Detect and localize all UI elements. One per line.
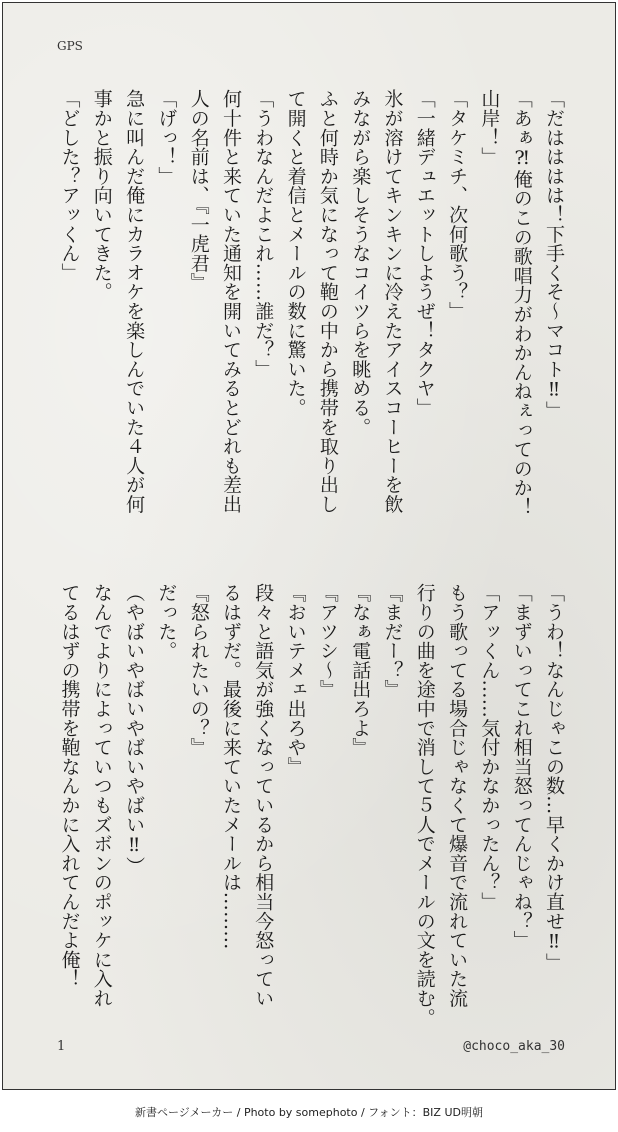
text-column: 『おいテメェ出ろや』 — [284, 583, 307, 776]
text-column: 「げっ！」 — [155, 89, 178, 186]
text-column: 「一緒デュエットしようぜ！タクヤ」 — [413, 89, 436, 418]
text-column: 「あぁ⁈俺のこの歌唱力がわかんねぇってのか！ — [510, 89, 533, 517]
text-column: 「まずいってこれ相当怒ってんじゃね？」 — [510, 583, 533, 950]
text-column: 『なぁ電話出ろよ』 — [349, 583, 372, 757]
text-column: 「うわなんだよこれ……誰だ？」 — [252, 89, 275, 379]
text-column: だった。 — [155, 583, 178, 661]
page-sheet — [2, 2, 616, 1090]
text-column: 「うわ！なんじゃこの数…早くかけ直せ‼︎」 — [543, 583, 565, 972]
text-column: 『まだー？』 — [381, 583, 404, 699]
text-column: 急に叫んだ俺にカラオケを楽しんでいた４人が何 — [123, 89, 146, 514]
text-column: てるはずの携帯を鞄なんかに入れてんだよ俺！ — [58, 583, 81, 989]
text-column: 段々と語気が強くなっているから相当今怒ってい — [252, 583, 275, 1008]
text-column: 『怒られたいの？』 — [187, 583, 210, 757]
text-column: みながら楽しそうなコイツらを眺める。 — [349, 89, 372, 437]
text-column: なんでよりによっていつもズボンのポッケに入れ — [90, 583, 113, 1008]
author-handle: @choco_aka_30 — [463, 1039, 565, 1054]
text-column: 「だはははは！下手くそ〜マコト‼︎」 — [543, 89, 565, 421]
text-column: 『アツシ〜』 — [316, 583, 339, 699]
text-column: 何十件と来ていた通知を開いてみるとどれも差出 — [220, 89, 242, 514]
text-column: 「どした？アッくん」 — [58, 89, 81, 282]
text-column: 山岸！」 — [478, 89, 501, 167]
text-column: て開くと着信とメールの数に驚いた。 — [284, 89, 307, 418]
page-number: 1 — [57, 1039, 66, 1054]
text-column: 人の名前は、『一虎君』 — [187, 89, 210, 292]
text-column: もう歌ってる場合じゃなくて爆音で流れていた流 — [446, 583, 469, 1008]
text-column: 行りの曲を途中で消して５人でメールの文を読む。 — [413, 583, 436, 1027]
text-column: 「タケミチ、次何歌う？」 — [446, 89, 469, 321]
text-column: るはずだ。最後に来ていたメールは……… — [220, 583, 242, 950]
text-column: ふと何時か気になって鞄の中から携帯を取り出し — [316, 89, 339, 514]
text-column: 事かと振り向いてきた。 — [90, 89, 113, 302]
credit-line: 新書ページメーカー / Photo by somephoto / フォント：BIZ UD明朝 — [135, 1106, 483, 1119]
text-column: （やばいやばいやばいやばい‼︎） — [123, 583, 146, 876]
header-title: GPS — [57, 39, 83, 53]
text-column: 「アッくん……気付かなかったん？」 — [478, 583, 501, 912]
text-column: 氷が溶けてキンキンに冷えたアイスコーヒーを飲 — [381, 89, 404, 514]
